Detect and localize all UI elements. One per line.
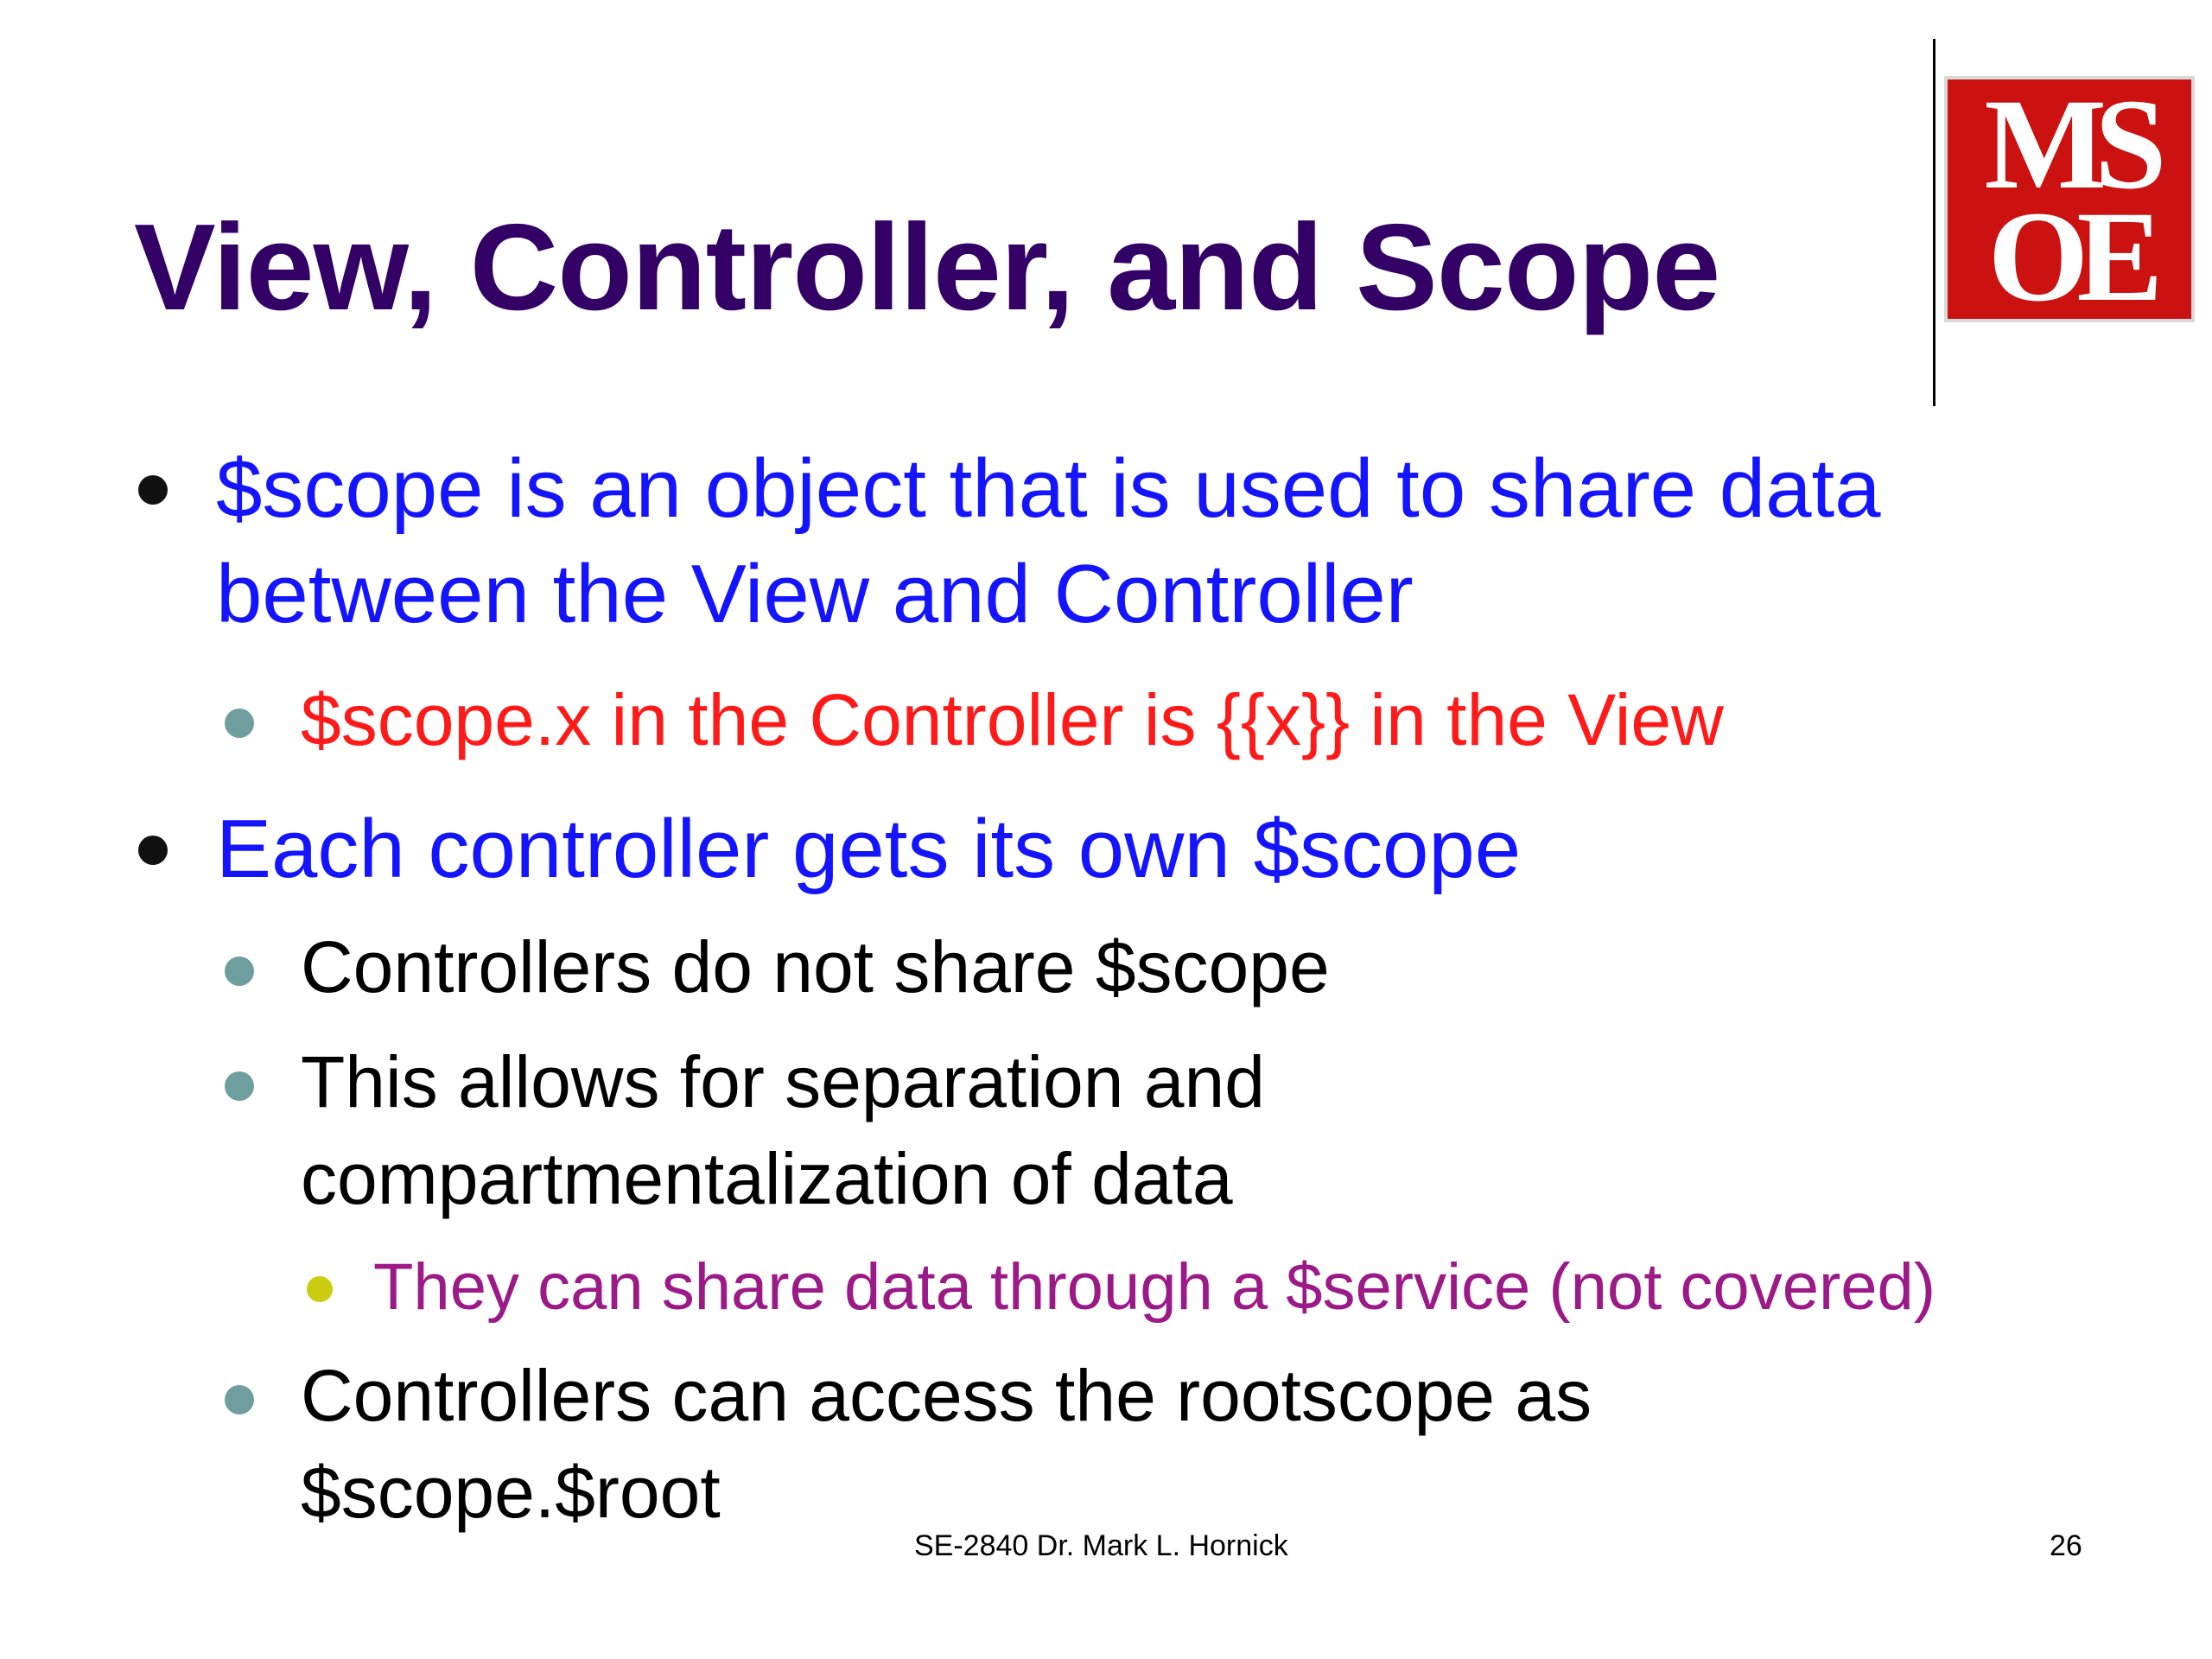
title-divider <box>1933 39 1936 406</box>
sub-bullet-no-share: Controllers do not share $scope <box>301 926 1330 1007</box>
sub-bullet-dot <box>225 957 254 986</box>
sub-bullet-dot <box>225 709 254 738</box>
sub-bullet-dot <box>225 1385 254 1414</box>
sub-bullet-dot <box>225 1071 254 1101</box>
slide-title: View, Controller, and Scope <box>134 199 1720 336</box>
sub-sub-bullet-service: They can share data through a $service (not covered) <box>373 1250 1936 1324</box>
footer-page-number: 26 <box>2050 1529 2082 1562</box>
sub-bullet-rootscope-line2: $scope.$root <box>301 1452 721 1533</box>
sub-bullet-rootscope-line1: Controllers can access the rootscope as <box>301 1355 1592 1436</box>
bullet-scope-line1: $scope is an object that is used to share data <box>216 442 1881 535</box>
logo-line2: OE <box>1987 185 2152 328</box>
logo-line1: MS <box>1984 73 2155 216</box>
sub-bullet-scope-x: $scope.x in the Controller is {{x}} in the View <box>301 679 1724 760</box>
bullet-scope-line2: between the View and Controller <box>216 548 1414 640</box>
bullet-dot <box>138 836 168 865</box>
sub-sub-bullet-dot <box>307 1276 333 1302</box>
bullet-dot <box>138 475 168 505</box>
footer-author: SE-2840 Dr. Mark L. Hornick <box>914 1529 1288 1562</box>
bullet-each-controller: Each controller gets its own $scope <box>216 803 1522 895</box>
sub-bullet-separation-line1: This allows for separation and <box>301 1041 1265 1122</box>
msoe-logo <box>1944 73 2195 328</box>
sub-bullet-separation-line2: compartmentalization of data <box>301 1138 1233 1219</box>
